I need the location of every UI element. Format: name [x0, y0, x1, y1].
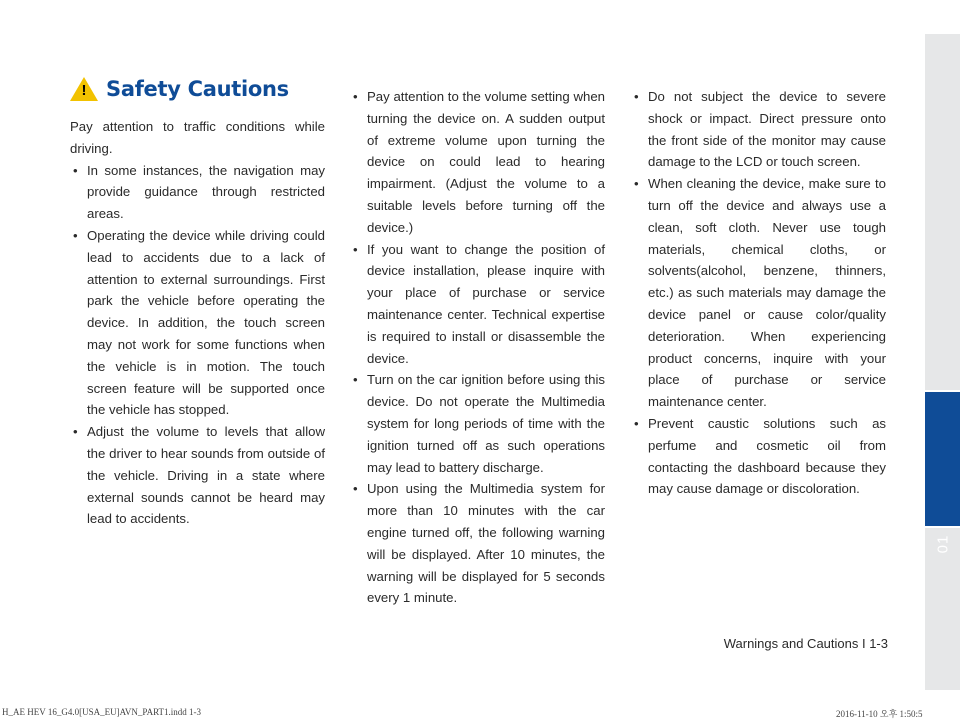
list-item: • If you want to change the position of device installation, please inquire with your place of purchase or service maintenance center. Technical expertise is required to install or disassemble the device. [350, 239, 605, 370]
list-item: • Upon using the Multimedia system for more than 10 minutes with the car engine turned off, the following warning will be displayed. After 10 minutes, the warning will be displayed for 5 seconds every 1 minute. [350, 478, 605, 609]
bullet-list-col3 [631, 86, 886, 500]
list-item: • Turn on the car ignition before using this device. Do not operate the Multimedia system for long periods of time with the ignition turned off as such operations may lead to battery discharge. [350, 369, 605, 478]
bullet-list-col1 [70, 160, 325, 531]
chapter-side-tab [925, 34, 960, 690]
list-item: • In some instances, the navigation may provide guidance through restricted areas. [70, 160, 325, 225]
list-item: • Pay attention to the volume setting when turning the device on. A sudden output of extreme volume upon turning the device on could lead to hearing impairment. (Adjust the volume to a suitable levels before turning off the device.) [350, 86, 605, 239]
list-item: • Adjust the volume to levels that allow the driver to hear sounds from outside of the vehicle. Driving in a state where external sounds cannot be heard may lead to accidents. [70, 421, 325, 530]
list-item: • Prevent caustic solutions such as perfume and cosmetic oil from contacting the dashboard because they may cause damage or discoloration. [631, 413, 886, 500]
warning-triangle-icon: ! [70, 77, 100, 103]
intro-paragraph: Pay attention to traffic conditions while driving. [70, 119, 325, 156]
list-item: • Do not subject the device to severe shock or impact. Direct pressure onto the front side of the monitor may cause damage to the LCD or touch screen. [631, 86, 886, 173]
print-slug-timestamp: 2016-11-10 오후 1:50:5 [836, 709, 923, 719]
text-column-1 [70, 70, 325, 530]
section-heading [70, 70, 325, 110]
print-slug-filename: H_AE HEV 16_G4.0[USA_EU]AVN_PART1.indd 1-3 [2, 707, 202, 717]
side-tab-top-segment [925, 34, 960, 390]
text-column-3 [631, 86, 886, 500]
bullet-list-col2 [350, 86, 605, 609]
list-item: • When cleaning the device, make sure to turn off the device and always use a clean, soft cloth. Never use tough materials, chemical cloths, or solvents(alcohol, benzene, thinners, etc.) as such materials may damage the device panel or cause color/quality deterioration. When experiencing product concerns, inquire with your place of purchase or service maintenance center. [631, 173, 886, 413]
side-tab-active-segment [925, 392, 960, 526]
page-footer-label: Warnings and Cautions I 1-3 [723, 636, 888, 651]
list-item: • Operating the device while driving could lead to accidents due to a lack of attention to external surroundings. First park the vehicle before operating the device. In addition, the touch screen may not work for some functions when the vehicle is in motion. The touch screen feature will be supported once the vehicle has stopped. [70, 225, 325, 421]
chapter-number: 01 [934, 534, 951, 554]
section-title: Safety Cautions [106, 77, 289, 102]
text-column-2 [350, 86, 605, 609]
